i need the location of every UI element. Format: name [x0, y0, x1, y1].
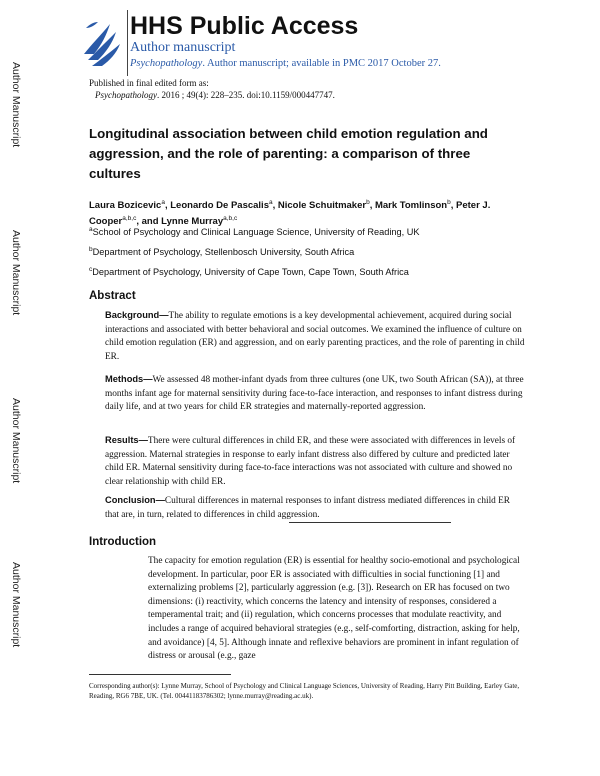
footnote-rule [89, 674, 231, 675]
introduction-text: The capacity for emotion regulation (ER) is essential for healthy socio-emotional and psychological development. In particular, poor ER is associated with difficulties in social functioning [1] and externalizing problems [2], particularly aggression (e.g. [3]). Research on ER has focused on two dimensions: (i) reactivity, which concerns the latency and intensity of responses, considered a temperamental trait; and (ii) regulation, which concerns processes that modulate reactivity, and includes a range of acquired behavioral strategies (e.g., self-comforting, distraction, asking for help, and avoidance) [4, 5]. Although innate and reflexive behaviors are prominent in infant regulation of distress or arousal (e.g., gaze [148, 556, 520, 662]
conclusion-label: Conclusion— [105, 495, 165, 505]
introduction-heading: Introduction [89, 536, 157, 548]
authors-and: and [141, 216, 159, 228]
affiliation-text: Department of Psychology, University of Cape Town, Cape Town, South Africa [92, 267, 409, 278]
author-name: Nicole Schuitmaker [277, 200, 367, 212]
abstract-background [105, 309, 525, 364]
affiliation [89, 264, 409, 278]
header-divider [127, 10, 128, 76]
hhs-eagle-logo-icon [80, 14, 124, 72]
author-affil-sup: a,b,c [122, 215, 137, 223]
citation-line [95, 89, 335, 101]
hhs-title: HHS Public Access [130, 12, 359, 40]
side-label-author-manuscript: Author Manuscript [10, 398, 22, 484]
abstract-conclusion [105, 494, 525, 522]
author-affil-sup: a [161, 199, 165, 206]
results-label: Results— [105, 435, 148, 445]
citation-journal: Psychopathology [95, 90, 157, 100]
affiliation-sup: b [89, 246, 93, 253]
author-affil-sup: a,b,c [223, 215, 238, 223]
author-list: Laura Bozicevic$^a$, Leonardo De Pascalis$^a$, Nicole Schuitmaker$^b$, Mark Tomlinson$^b$, Peter J. Cooper$^{a,b,c}$, and Lynne Murray$^{a,b,c}$ [89, 199, 491, 228]
methods-label: Methods— [105, 374, 153, 384]
corresponding-author-footnote: Corresponding author(s): Lynne Murray, School of Psychology and Clinical Language Sciences, University of Reading, Harry Pitt Building, Earley Gate, Reading, RG6 7BE, UK. (Tel. 00441183786302; lynne.murray@reading.ac.uk). [89, 682, 520, 700]
author-name: Lynne Murray [161, 216, 224, 228]
abstract-results [105, 434, 525, 489]
side-label-author-manuscript: Author Manuscript [10, 62, 22, 148]
hhs-header [80, 14, 590, 72]
author-name: Mark Tomlinson [374, 200, 448, 212]
affiliation-text: School of Psychology and Clinical Language Science, University of Reading, UK [92, 227, 420, 238]
affiliation-sup: c [89, 266, 93, 273]
affiliation [89, 244, 354, 258]
citation-details: . 2016 ; 49(4): 228–235. doi:10.1159/000447747. [157, 90, 335, 100]
abstract-methods [105, 373, 525, 415]
side-label-author-manuscript: Author Manuscript [10, 562, 22, 648]
publication-info [89, 77, 335, 101]
author-name: Peter J. Cooper [89, 200, 491, 228]
author-affil-sup: b [366, 199, 370, 206]
conclusion-text: Cultural differences in maternal responses to infant distress mediated differences in child ER that are, in turn, related to differences in child aggression. [105, 496, 511, 520]
background-text: The ability to regulate emotions is a key developmental achievement, acquired during social interactions and associated with better behavioral and social outcomes. We examined the influence of culture on child emotion regulation (ER) and aggression, and on early parenting practices, and the role of parenting in child ER. [105, 311, 525, 362]
methods-text: We assessed 48 mother-infant dyads from three cultures (one UK, two South African (SA)), at three months infant age for maternal sensitivity during face-to-face interaction, and responses to infant distress during daily life, and at two years for child ER strategies and maternally-reported aggression. [105, 375, 524, 413]
journal-name[interactable]: Psychopathology [130, 58, 203, 69]
conclusion-underline [289, 522, 451, 523]
article-title: Longitudinal association between child emotion regulation and aggression, and the role of parenting: a comparison of three cultures [89, 126, 488, 181]
affiliation-text: Department of Psychology, Stellenbosch University, South Africa [92, 247, 355, 258]
results-text: There were cultural differences in child ER, and these were associated with differences in levels of aggression. Maternal strategies in response to early infant distress also differed by culture and predicted later child ER. Maternal sensitivity during face-to-face interactions was not associated with culture and showed no clear relationship with child ER. [105, 436, 516, 487]
author-name: Laura Bozicevic [89, 200, 162, 212]
affiliation [89, 224, 419, 238]
background-label: Background— [105, 310, 169, 320]
published-line: Published in final edited form as: [89, 78, 209, 88]
abstract-heading: Abstract [89, 290, 136, 302]
hhs-journal-line [130, 58, 441, 69]
hhs-subtitle: Author manuscript [130, 40, 236, 55]
availability-text: . Author manuscript; available in PMC 2017 October 27. [202, 58, 441, 69]
author-affil-sup: a [268, 199, 273, 206]
side-label-author-manuscript: Author Manuscript [10, 230, 22, 316]
affiliation-sup: a [89, 226, 93, 233]
author-name: Leonardo De Pascalis [170, 200, 269, 212]
author-affil-sup: b [447, 199, 451, 206]
